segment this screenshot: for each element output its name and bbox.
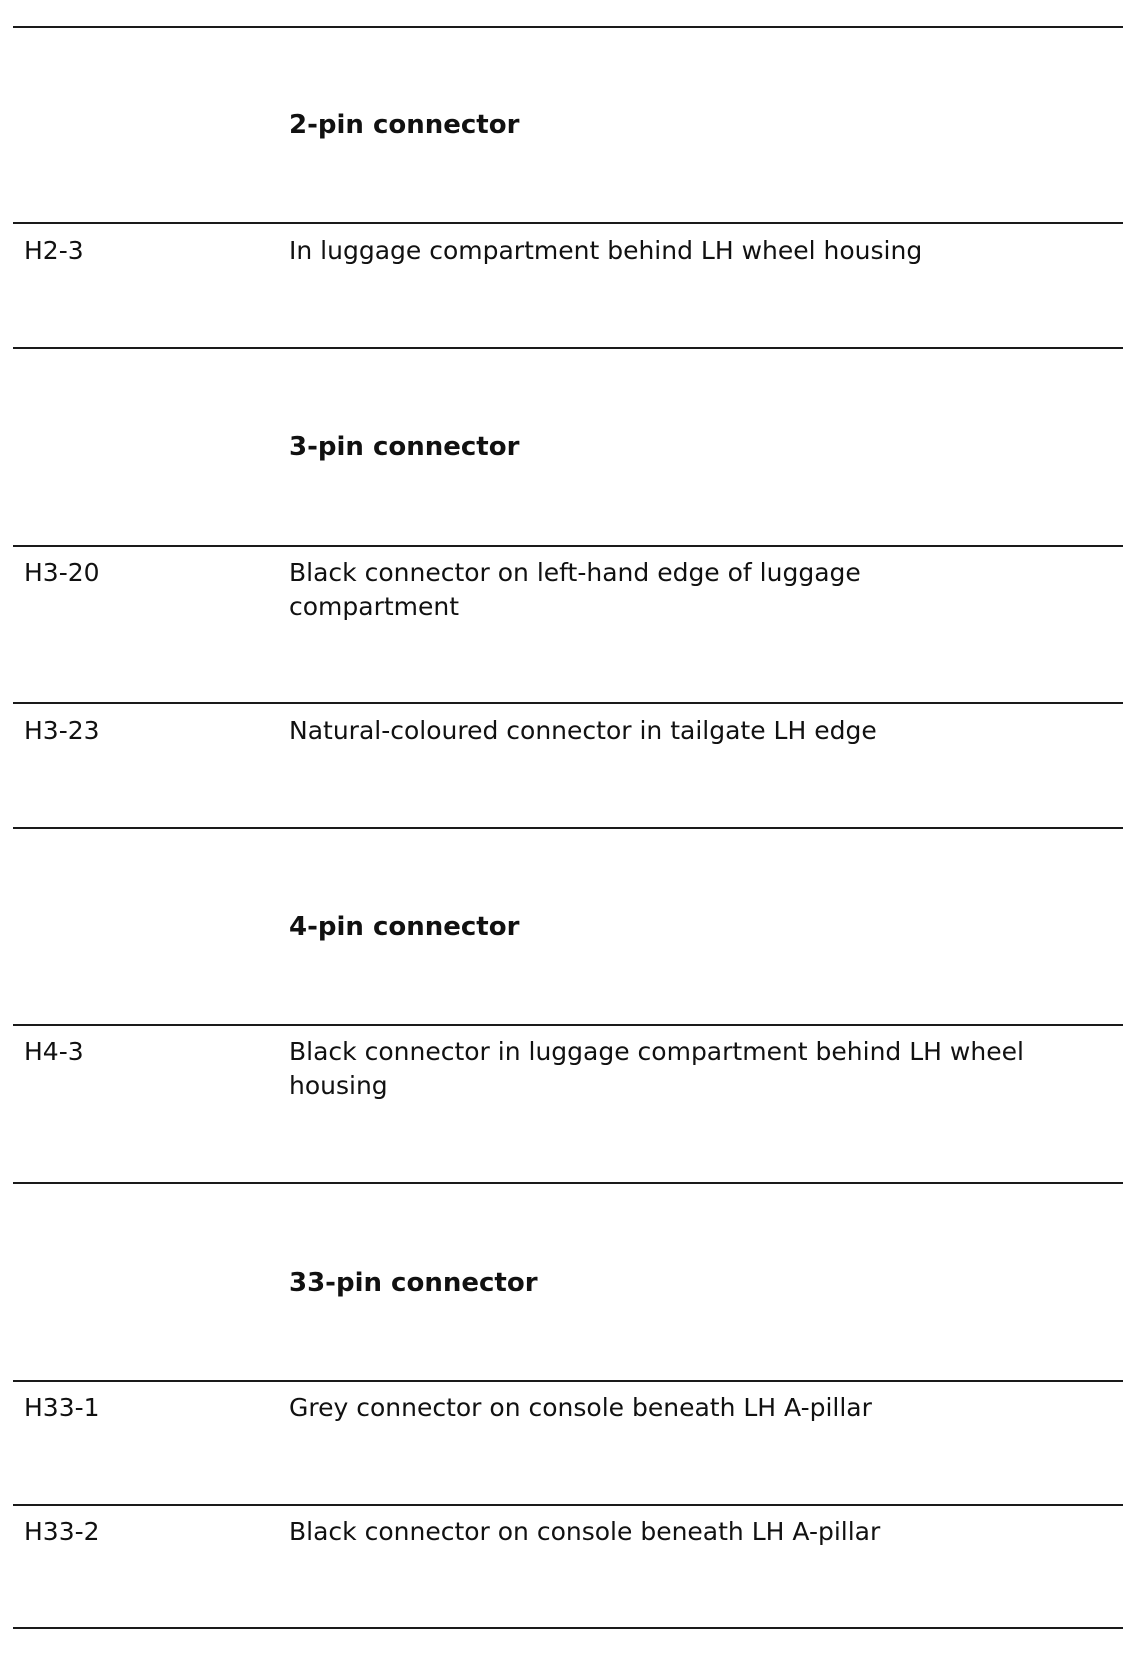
connector-code: H3-20: [24, 558, 100, 587]
divider: [13, 702, 1123, 704]
connector-code: H4-3: [24, 1037, 84, 1066]
divider: [13, 1380, 1123, 1382]
divider: [13, 1627, 1123, 1629]
divider: [13, 827, 1123, 829]
section-heading-4-pin: 4-pin connector: [289, 912, 520, 942]
divider: [13, 222, 1123, 224]
connector-location: In luggage compartment behind LH wheel housing: [289, 236, 923, 265]
section-heading-33-pin: 33-pin connector: [289, 1268, 538, 1298]
divider: [13, 1024, 1123, 1026]
connector-location: Natural-coloured connector in tailgate LH edge: [289, 716, 877, 745]
divider: [13, 347, 1123, 349]
connector-location: Black connector in luggage compartment behind LH wheel housing: [289, 1037, 1024, 1100]
connector-location: Black connector on left-hand edge of luggage compartment: [289, 558, 861, 621]
connector-location: Black connector on console beneath LH A-pillar: [289, 1517, 881, 1546]
section-heading-3-pin: 3-pin connector: [289, 432, 520, 462]
divider: [13, 545, 1123, 547]
connector-code: H2-3: [24, 236, 84, 265]
connector-code: H33-1: [24, 1393, 100, 1422]
divider: [13, 1182, 1123, 1184]
section-heading-2-pin: 2-pin connector: [289, 110, 520, 140]
connector-location: Grey connector on console beneath LH A-pillar: [289, 1393, 872, 1422]
connector-code: H3-23: [24, 716, 100, 745]
divider: [13, 1504, 1123, 1506]
divider: [13, 26, 1123, 28]
connector-code: H33-2: [24, 1517, 100, 1546]
